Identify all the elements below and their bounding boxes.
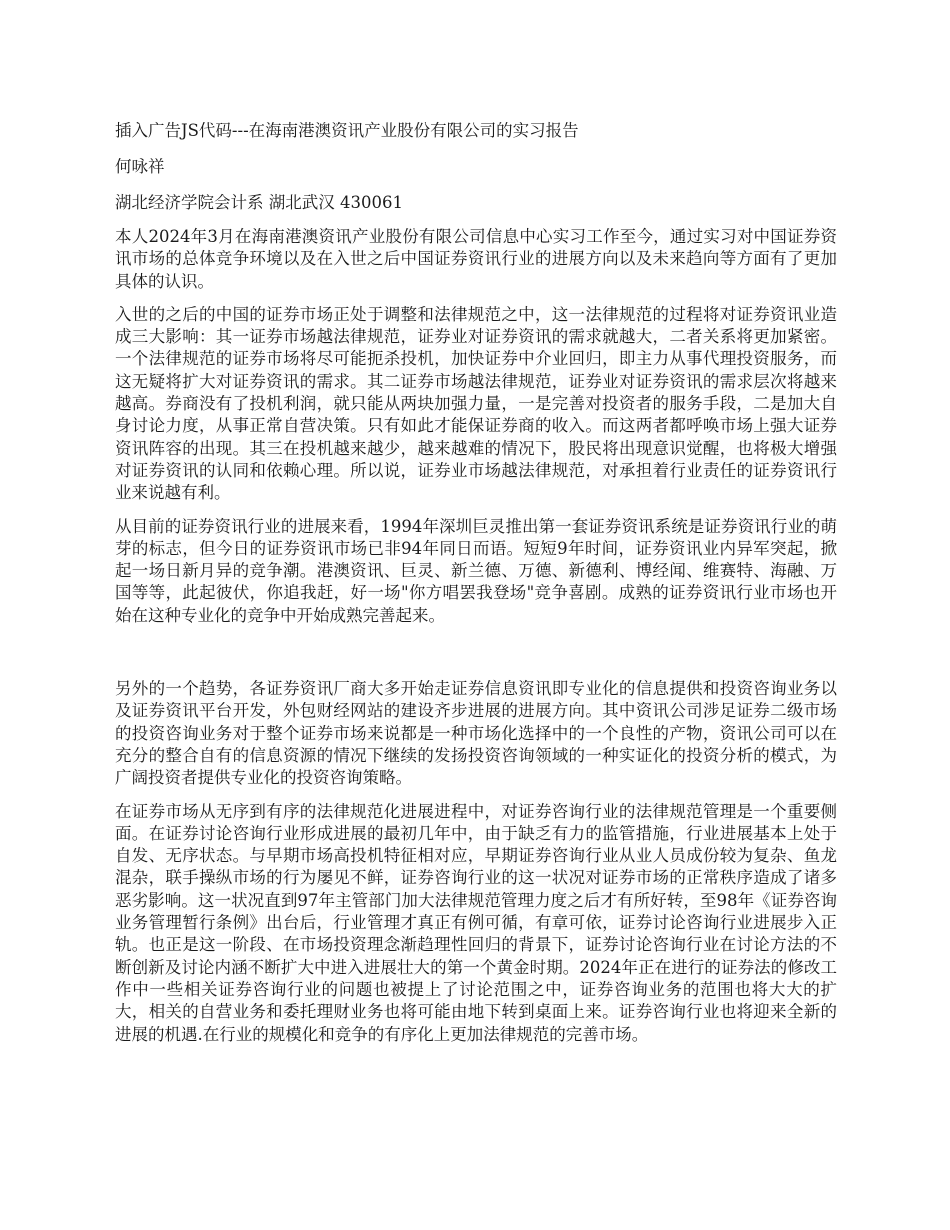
paragraph-intro: 本人2024年3月在海南港澳资讯产业股份有限公司信息中心实习工作至今，通过实习对中国证券资讯市场的总体竞争环境以及在入世之后中国证券资讯行业的进展方向以及未来趋向等方面有了更加具体的认识。	[115, 227, 837, 291]
document-page	[115, 118, 837, 1057]
paragraph-regulatory-history: 在证券市场从无序到有序的法律规范化进展进程中，对证券咨询行业的法律规范管理是一个重要侧面。在证券讨论咨询行业形成进展的最初几年中，由于缺乏有力的监管措施，行业进展基本上处于自发、无序状态。与早期市场高投机特征相对应，早期证券咨询行业从业人员成份较为复杂、鱼龙混杂，联手操纵市场的行为屡见不鲜，证券咨询行业的这一状况对证券市场的正常秩序造成了诸多恶劣影响。这一状况直到97年主管部门加大法律规范管理力度之后才有所好转，至98年《证券咨询业务管理暂行条例》出台后，行业管理才真正有例可循，有章可依，证券讨论咨询行业进展步入正轨。也正是这一阶段、在市场投资理念渐趋理性回归的背景下，证券讨论咨询行业在讨论方法的不断创新及讨论内涵不断扩大中进入进展壮大的第一个黄金时期。2024年正在进行的证券法的修改工作中一些相关证券咨询行业的问题也被提上了讨论范围之中，证券咨询业务的范围也将大大的扩大，相关的自营业务和委托理财业务也将可能由地下转到桌面上来。证券咨询行业也将迎来全新的进展的机遇.在行业的规模化和竞争的有序化上更加法律规范的完善市场。	[115, 801, 837, 1044]
section-gap	[115, 638, 837, 678]
paragraph-market-regulation: 入世的之后的中国的证券市场正处于调整和法律规范之中，这一法律规范的过程将对证券资讯业造成三大影响：其一证券市场越法律规范，证券业对证券资讯的需求就越大，二者关系将更加紧密。一个法律规范的证券市场将尽可能扼杀投机，加快证券中介业回归，即主力从事代理投资服务，而这无疑将扩大对证券资讯的需求。其二证券市场越法律规范，证券业对证券资讯的需求层次将越来越高。券商没有了投机利润，就只能从两块加强力量，一是完善对投资者的服务手段，二是加大自身讨论力度，从事正常自营决策。只有如此才能保证券商的收入。而这两者都呼唤市场上强大证券资讯阵容的出现。其三在投机越来越少，越来越难的情况下，股民将出现意识觉醒，也将极大增强对证券资讯的认同和依赖心理。所以说，证券业市场越法律规范，对承担着行业责任的证券资讯行业来说越有利。	[115, 304, 837, 503]
paragraph-industry-development: 从目前的证券资讯行业的进展来看，1994年深圳巨灵推出第一套证券资讯系统是证券资讯行业的萌芽的标志，但今日的证券资讯市场已非94年同日而语。短短9年时间，证券资讯业内异军突起，掀起一场日新月异的竞争潮。港澳资讯、巨灵、新兰德、万德、新德利、博经闻、维赛特、海融、万国等等，此起彼伏，你追我赶，好一场"你方唱罢我登场"竞争喜剧。成熟的证券资讯行业市场也开始在这种专业化的竞争中开始成熟完善起来。	[115, 516, 837, 625]
paragraph-trend: 另外的一个趋势，各证券资讯厂商大多开始走证券信息资讯即专业化的信息提供和投资咨询业务以及证券资讯平台开发，外包财经网站的建设齐步进展的进展方向。其中资讯公司涉足证券二级市场的投资咨询业务对于整个证券市场来说都是一种市场化选择中的一个良性的产物，资讯公司可以在充分的整合自有的信息资源的情况下继续的发扬投资咨询领域的一种实证化的投资分析的模式，为广阔投资者提供专业化的投资咨询策略。	[115, 679, 837, 788]
author-affiliation: 湖北经济学院会计系 湖北武汉 430061	[115, 193, 403, 212]
report-title: 插入广告JS代码---在海南港澳资讯产业股份有限公司的实习报告	[115, 121, 579, 140]
author-name: 何咏祥	[115, 157, 165, 176]
